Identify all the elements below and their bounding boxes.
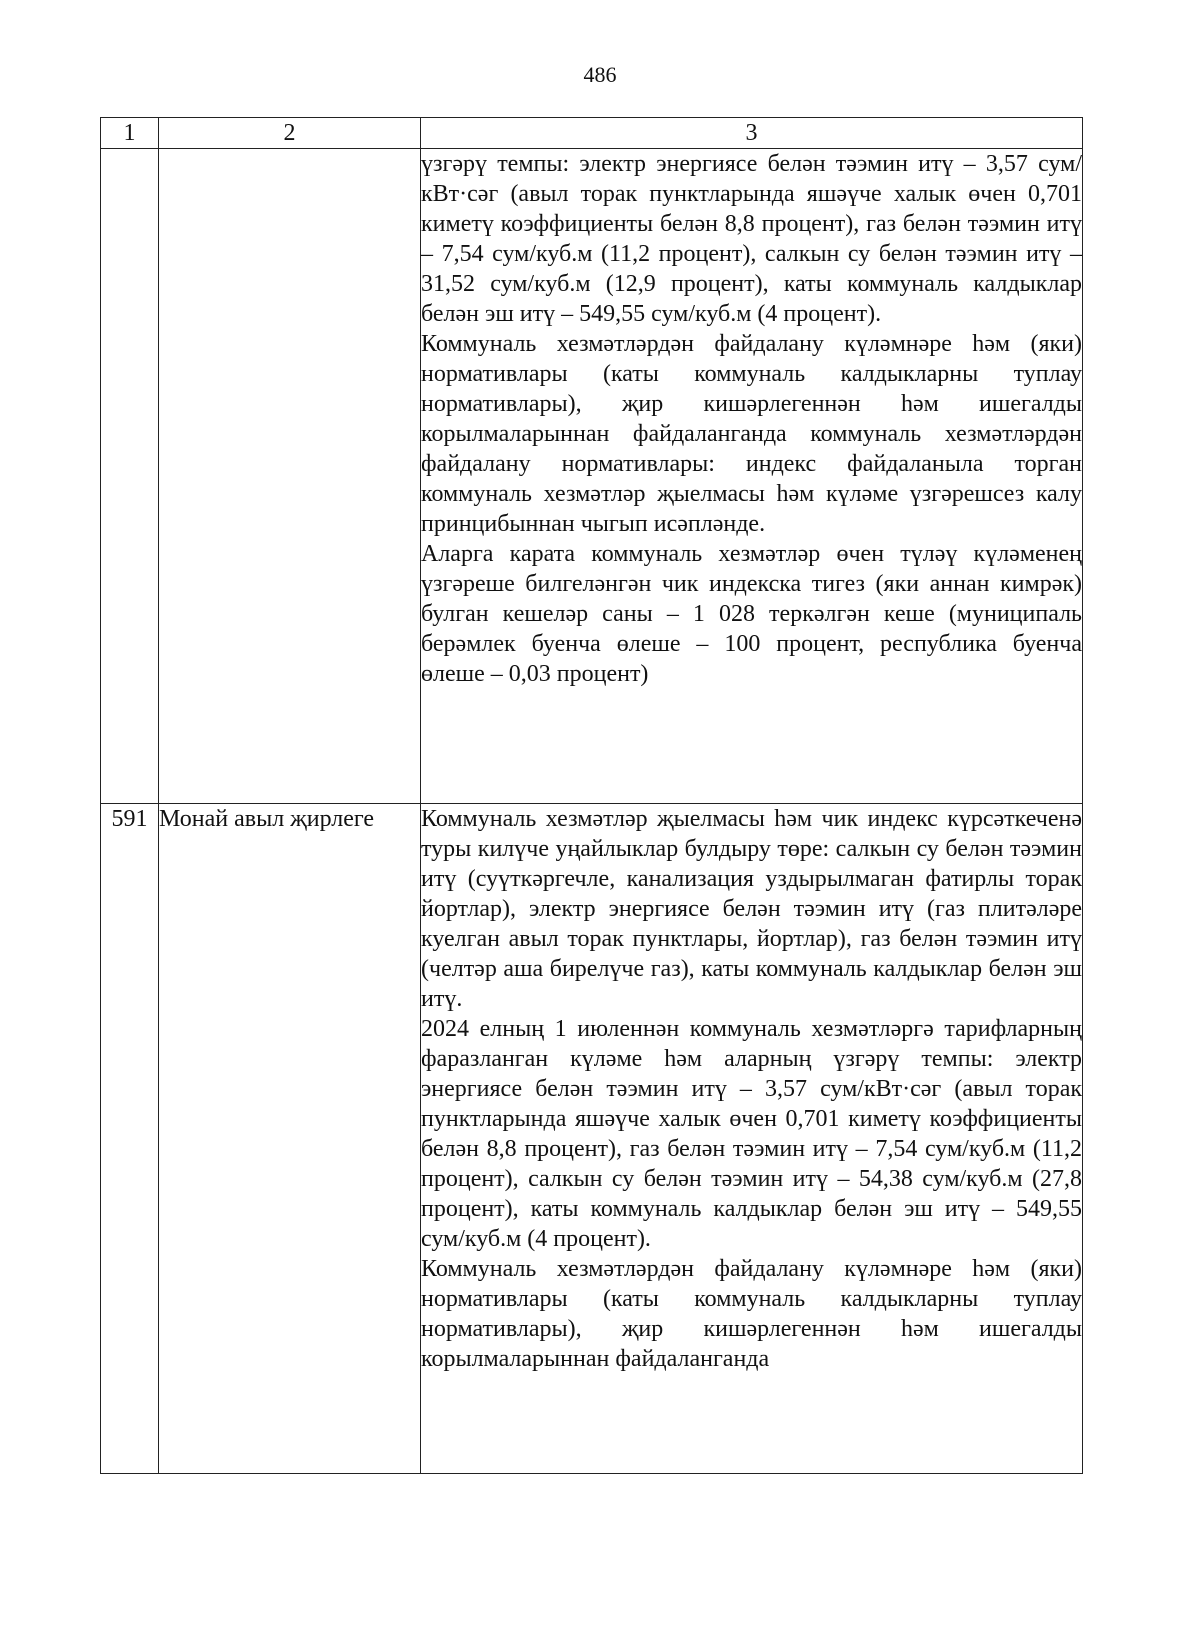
settlement-name-cell: Монай авыл җирлеге xyxy=(159,804,421,1474)
column-header-2: 2 xyxy=(159,118,421,149)
description-paragraph: үзгәрү темпы: электр энергиясе белән тәэмин итү – 3,57 сум/кВт·сәг (авыл торак пунктларында яшәүче халык өчен 0,701 киметү коэффициенты белән 8,8 процент), газ белән тәэмин итү – 7,54 сум/куб.м (11,2 процент), салкын су белән тәэмин итү – 31,52 сум/куб.м (12,9 процент), каты коммуналь калдыклар белән эш итү – 549,55 сум/куб.м (4 процент). xyxy=(421,151,1082,327)
description-paragraph: Аларга карата коммуналь хезмәтләр өчен түләү күләменең үзгәреше билгеләнгән чик индекска тигез (яки аннан кимрәк) булган кешеләр саны – 1 028 теркәлгән кеше (муниципаль берәмлек буенча өлеше – 100 процент, республика буенча өлеше – 0,03 процент) xyxy=(421,541,1082,687)
description-paragraph: 2024 елның 1 июленнән коммуналь хезмәтләргә тарифларның фаразланган күләме һәм аларның үзгәрү темпы: электр энергиясе белән тәэмин итү – 3,57 сум/кВт·сәг (авыл торак пунктларында яшәүче халык өчен 0,701 киметү коэффициенты белән 8,8 процент), газ белән тәэмин итү – 7,54 сум/куб.м (11,2 процент), салкын су белән тәэмин итү – 54,38 сум/куб.м (27,8 процент), каты коммуналь калдыклар белән эш итү – 549,55 сум/куб.м (4 процент). xyxy=(421,1016,1082,1252)
description-paragraph: Коммуналь хезмәтләрдән файдалану күләмнәре һәм (яки) нормативлары (каты коммуналь калдыкларны туплау нормативлары), җир кишәрлегеннән һәм ишегалды корылмаларыннан файдаланганда xyxy=(421,1256,1082,1372)
description-paragraph: Коммуналь хезмәтләр җыелмасы һәм чик индекс күрсәткеченә туры килүче уңайлыклар булдыру төре: салкын су белән тәэмин итү (суүткәргечле, канализация уздырылмаган фатирлы торак йортлар), электр энергиясе белән тәэмин итү (газ плитәләре куелган авыл торак пунктлары, йортлар), газ белән тәэмин итү (челтәр аша бирелүче газ), каты коммуналь калдыклар белән эш итү. xyxy=(421,806,1082,1012)
table-header-row xyxy=(101,118,1083,149)
row-number-cell xyxy=(101,149,159,804)
column-header-1: 1 xyxy=(101,118,159,149)
settlement-name-cell xyxy=(159,149,421,804)
description-cell xyxy=(421,149,1083,804)
description-paragraph: Коммуналь хезмәтләрдән файдалану күләмнәре һәм (яки) нормативлары (каты коммуналь калдыкларны туплау нормативлары), җир кишәрлегеннән һәм ишегалды корылмаларыннан файдаланганда коммуналь хезмәтләрдән файдалану нормативлары: индекс файдаланыла торган коммуналь хезмәтләр җыелмасы һәм күләме үзгәрешсез калу принцибыннан чыгып исәпләнде. xyxy=(421,331,1082,537)
table-row xyxy=(101,149,1083,804)
tariff-table xyxy=(100,117,1083,1474)
row-number-cell: 591 xyxy=(101,804,159,1474)
column-header-3: 3 xyxy=(421,118,1083,149)
description-cell xyxy=(421,804,1083,1474)
page-number: 486 xyxy=(583,62,617,87)
table-row xyxy=(101,804,1083,1474)
